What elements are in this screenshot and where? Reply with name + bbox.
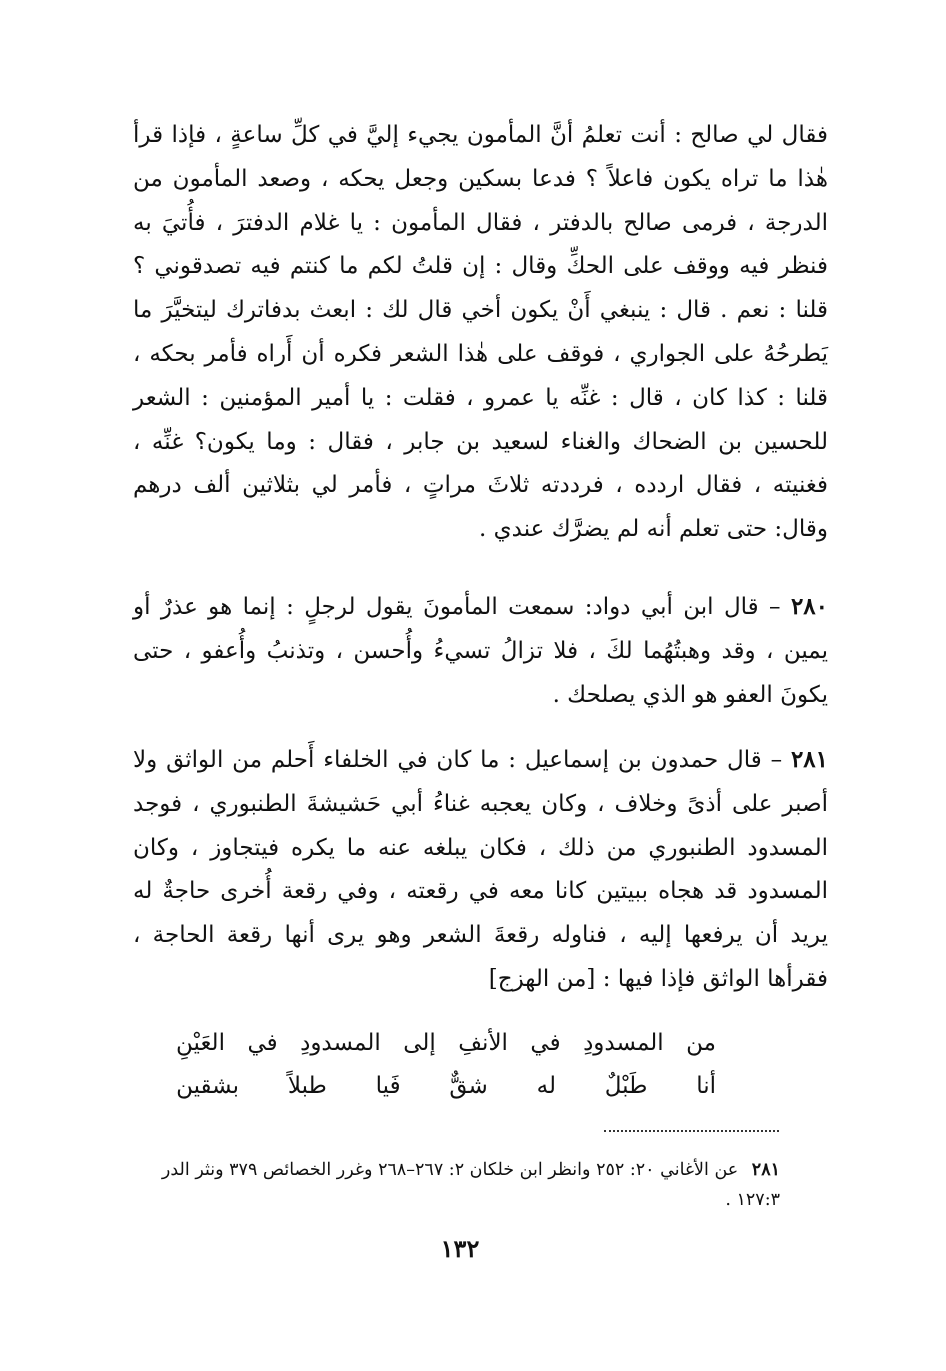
paragraph-280	[133, 585, 828, 717]
footnote	[115, 1155, 780, 1215]
paragraph-number: ٢٨٠	[790, 593, 828, 620]
paragraph-280-text: – قال ابن أبي دواد: سمعت المأمونَ يقول لرجلٍ : إنما هو عذرٌ أو يمين ، وقد وهبتُهُما لكَ ، فلا تزالُ تسيءُ وأُحسن ، وتذنبُ وأُعفو ، حتى يكونَ العفو هو الذي يصلحك .	[133, 594, 828, 708]
poem-line-2	[176, 1065, 716, 1108]
paragraph-281-text: – قال حمدون بن إسماعيل : ما كان في الخلفاء أَحلم من الواثق ولا أصبر على أذىً وخلاف ، وكان يعجبه غناءُ أبي حَشيشةَ الطنبوري ، فوجد المسدود الطنبوري من ذلك ، فكان يبلغه عنه ما يكره فيتجاوز ، وكان المسدود قد هجاه ببيتين كانا معه في رقعته ، وفي رقعة أُخرى حاجةٌ له يريد أن يرفعها إليه ، فناوله رقعةَ الشعر وهو يرى أنها رقعة الحاجة ، فقرأها الواثق فإذا فيها :	[133, 747, 828, 992]
poem-word: من	[686, 1030, 716, 1056]
poem-meter: [من الهزج]	[488, 965, 596, 992]
poem-word: بشقين	[176, 1073, 240, 1099]
paragraph-1	[133, 114, 828, 552]
poem-word: المسدودِ	[300, 1030, 381, 1056]
paragraph-1-text: فقال لي صالح : أنت تعلمُ أنَّ المأمون يجيء إليَّ في كلِّ ساعةٍ ، فإذا قرأ هٰذا ما تراه يكون فاعلاً ؟ فدعا بسكين وجعل يحكه ، وصعد المأمون من الدرجة ، فرمى صالح بالدفتر ، فقال المأمون : يا غلام الدفترَ ، فأُتيَ به فنظر فيه ووقف على الحكِّ وقال : إن قلتُ لكم ما كنتم فيه تصدقوني ؟ قلنا : نعم . قال : ينبغي أَنْ يكون أخي قال لك : ابعث بدفاترك ليتخيَّرَ ما يَطرحُهُ على الجواري ، فوقف على هٰذا الشعر فكره أن أَراه فأمر بحكه ، قلنا : كذا كان ، قال : غنِّه يا عمرو ، فقلت : يا أمير المؤمنين : الشعر للحسين بن الضحاك والغناء لسعيد بن جابر ، فقال : وما يكون؟ غنِّه ، فغنيته ، فقال اردده ، فرددته ثلاثَ مراتٍ ، فأمر لي بثلاثين ألف درهم وقال: حتى تعلم أنه لم يضرَّك عندي .	[133, 122, 828, 543]
poem-word: فَيا	[375, 1073, 401, 1099]
poem-word: شقٌّ	[449, 1073, 488, 1099]
poem-line-1	[176, 1022, 716, 1065]
poem-word: الأنفِ	[458, 1030, 508, 1056]
poem-word: طَبْلٌ	[604, 1073, 648, 1099]
poem-word: إلى	[403, 1030, 436, 1056]
poem-word: طبلاً	[287, 1073, 327, 1099]
footnote-divider	[604, 1130, 779, 1132]
poem-word: المسدودِ	[583, 1030, 664, 1056]
poem-word: له	[536, 1073, 556, 1099]
footnote-number: ٢٨١	[751, 1160, 780, 1180]
poem-word: في	[530, 1030, 561, 1056]
poem-word: في	[247, 1030, 278, 1056]
page-number: ١٣٢	[440, 1234, 480, 1263]
paragraph-number: ٢٨١	[790, 746, 828, 773]
poem-word: العَيْنِ	[176, 1030, 225, 1056]
footnote-text: عن الأغاني ٢٠: ٢٥٢ وانظر ابن خلكان ٢: ٢٦٧–٢٦٨ وغرر الخصائص ٣٧٩ ونثر الدر ١٢٧:٣ .	[161, 1160, 780, 1210]
poem	[176, 1022, 716, 1108]
poem-word: أنا	[696, 1073, 716, 1099]
paragraph-281	[133, 738, 828, 1002]
